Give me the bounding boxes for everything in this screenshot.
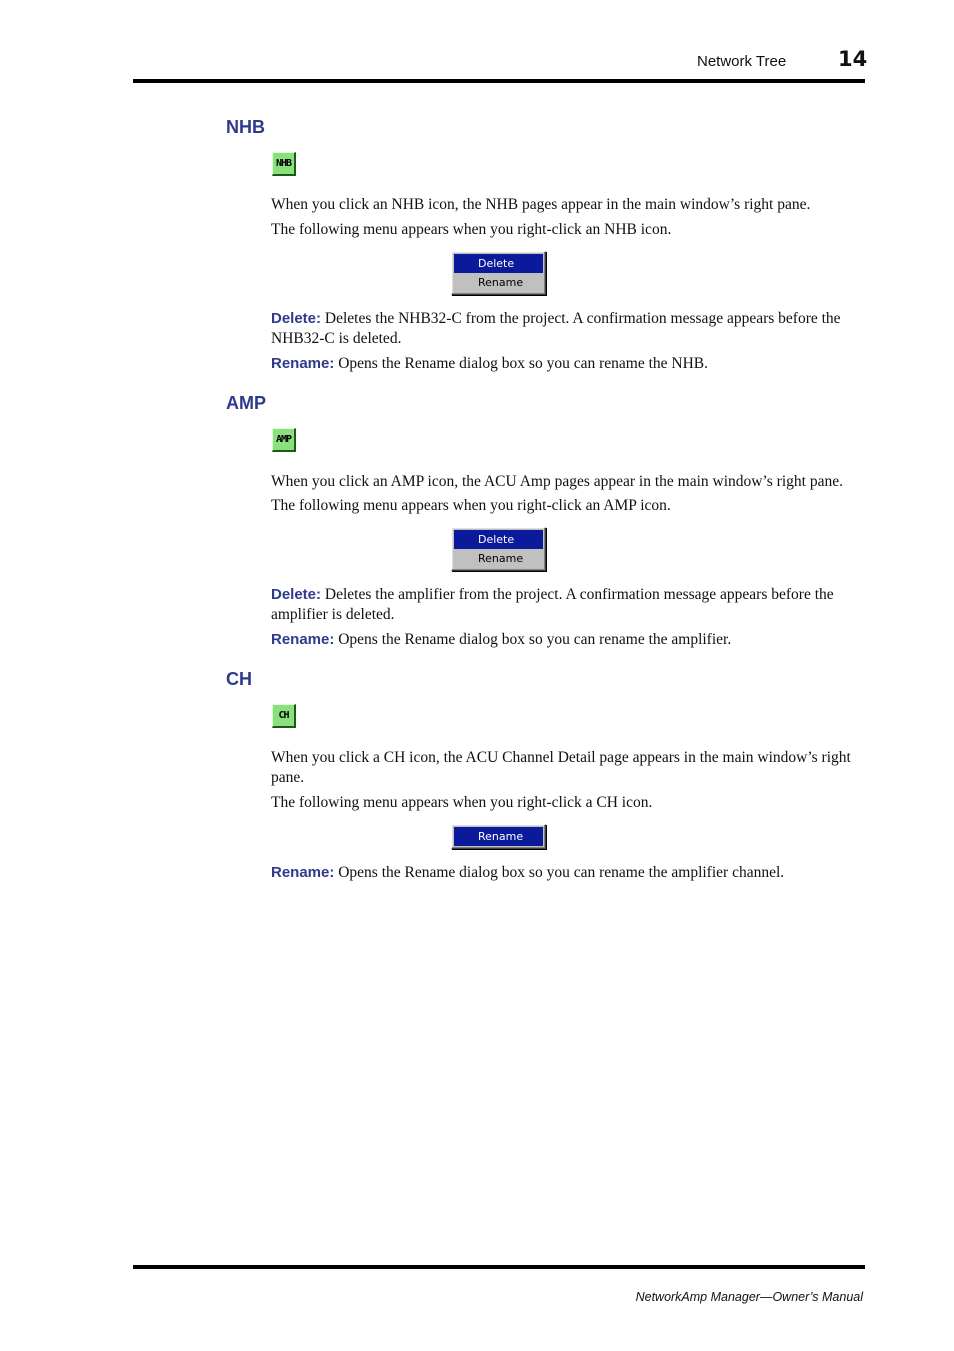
heading-nhb: NHB	[226, 117, 265, 137]
definition-text: Opens the Rename dialog box so you can rename the amplifier.	[338, 631, 732, 648]
nhb-context-menu	[451, 251, 546, 295]
page-number: 14	[838, 47, 868, 71]
footer-manual-title: NetworkAmp Manager—Owner’s Manual	[635, 1290, 863, 1304]
definition-term: Rename:	[271, 355, 335, 372]
header-rule	[133, 79, 865, 83]
definition-term: Rename:	[271, 631, 335, 648]
nhb-intro: When you click an NHB icon, the NHB pages appear in the main window’s right pane.	[271, 196, 811, 213]
amp-icon: AMP	[272, 428, 296, 452]
heading-amp: AMP	[226, 393, 266, 413]
ch-menu-intro: The following menu appears when you right-click a CH icon.	[271, 794, 653, 811]
ch-rename-definition	[271, 863, 865, 883]
amp-intro: When you click an AMP icon, the ACU Amp pages appear in the main window’s right pane.	[271, 473, 843, 490]
ch-icon: CH	[272, 704, 296, 728]
nhb-delete-definition	[271, 309, 865, 349]
amp-menu-intro: The following menu appears when you right-click an AMP icon.	[271, 497, 671, 514]
definition-term: Delete:	[271, 586, 322, 603]
nhb-icon: NHB	[272, 152, 296, 176]
definition-text: Opens the Rename dialog box so you can rename the amplifier channel.	[338, 864, 785, 881]
amp-rename-definition	[271, 630, 865, 650]
menu-item-rename[interactable]: Rename	[454, 827, 543, 846]
amp-context-menu	[451, 527, 546, 571]
definition-text: Deletes the amplifier from the project. A confirmation message appears before the amplifier is deleted.	[271, 586, 834, 623]
menu-item-rename[interactable]: Rename	[478, 552, 524, 565]
running-header-section: Network Tree	[697, 53, 787, 70]
definition-text: Opens the Rename dialog box so you can rename the NHB.	[338, 355, 708, 372]
menu-item-delete[interactable]: Delete	[454, 530, 543, 549]
menu-item-delete[interactable]: Delete	[454, 254, 543, 273]
nhb-rename-definition	[271, 354, 865, 374]
amp-delete-definition	[271, 585, 865, 625]
definition-term: Delete:	[271, 310, 322, 327]
definition-term: Rename:	[271, 864, 335, 881]
menu-item-rename[interactable]: Rename	[478, 276, 524, 289]
ch-intro: When you click a CH icon, the ACU Channel Detail page appears in the main window’s right pane.	[271, 749, 851, 786]
heading-ch: CH	[226, 669, 252, 689]
footer-rule	[133, 1265, 865, 1269]
definition-text: Deletes the NHB32-C from the project. A confirmation message appears before the NHB32-C is deleted.	[271, 310, 841, 347]
ch-context-menu	[451, 824, 546, 849]
nhb-menu-intro: The following menu appears when you right-click an NHB icon.	[271, 221, 672, 238]
